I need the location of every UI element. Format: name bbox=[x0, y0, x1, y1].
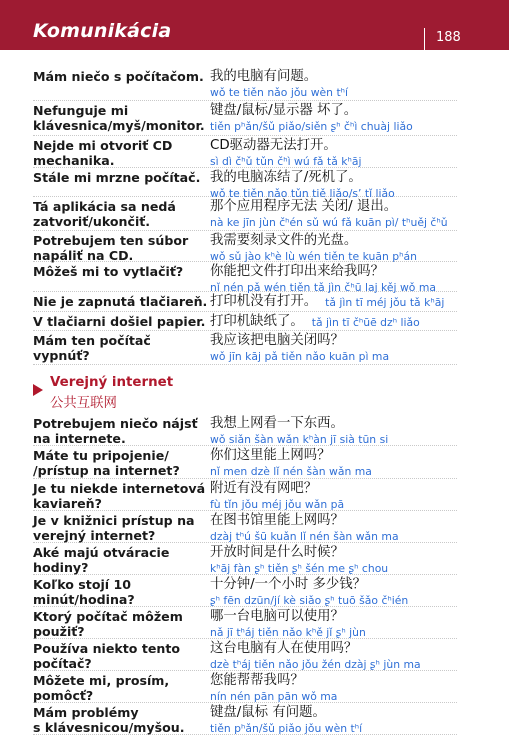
phrase-row bbox=[33, 414, 457, 446]
phrase-pronunciation: nǐ men dzè lǐ nén šàn wǎn ma bbox=[210, 465, 372, 478]
phrase-chinese: 我的电脑冻结了/死机了。 bbox=[210, 170, 362, 185]
triangle-bullet-icon bbox=[33, 384, 43, 396]
phrase-pronunciation: wǒ siǎn šàn wǎn kʰàn jī sià tūn si bbox=[210, 433, 389, 446]
phrase-pronunciation: wǒ te tiěn nǎo jǒu wèn tʰí bbox=[210, 86, 349, 99]
phrase-chinese: 在图书馆里能上网吗？ bbox=[210, 513, 344, 528]
phrase-slovak: Potrebujem niečo nájsť na internete. bbox=[33, 416, 198, 446]
phrase-chinese: 键盘/鼠标/显示器 坏了。 bbox=[210, 103, 358, 118]
section-title-chinese: 公共互联网 bbox=[50, 396, 117, 411]
phrase-slovak: Ktorý počítač môžem použiť? bbox=[33, 609, 183, 639]
phrase-slovak: Nefunguje mi klávesnica/myš/monitor. bbox=[33, 103, 205, 133]
phrase-chinese: 开放时间是什么时候？ bbox=[210, 545, 344, 560]
phrase-row bbox=[33, 543, 457, 575]
phrase-pronunciation: kʰāj fàn ʂʰ tiěn ʂʰ šén me ʂʰ chou bbox=[210, 562, 389, 575]
phrase-row bbox=[33, 331, 457, 365]
phrase-row bbox=[33, 607, 457, 639]
phrase-slovak: Používa niekto tento počítač? bbox=[33, 641, 181, 671]
phrase-pronunciation: ʂʰ fēn dzūn/jí kè siǎo ʂʰ tuō šǎo čʰién bbox=[210, 594, 409, 607]
phrase-row bbox=[33, 479, 457, 511]
phrase-row bbox=[33, 312, 457, 331]
phrase-chinese: 您能帮帮我吗？ bbox=[210, 673, 304, 688]
phrase-pronunciation: wǒ te tiěn nǎo tǔn tiě liǎo/sʼ tǐ liǎo bbox=[210, 187, 395, 200]
phrase-row bbox=[33, 639, 457, 671]
phrase-slovak: Mám problémy s klávesnicou/myšou. bbox=[33, 705, 185, 735]
phrase-pronunciation: sì dì čʰǔ tǔn čʰì wú fǎ tǎ kʰāj bbox=[210, 155, 362, 168]
phrase-pronunciation: tǎ jìn tī čʰūē dzʰ liǎo bbox=[311, 316, 420, 329]
phrase-slovak: Aké majú otváracie hodiny? bbox=[33, 545, 170, 575]
phrase-row bbox=[33, 575, 457, 607]
phrase-slovak: Môžeš mi to vytlačiť? bbox=[33, 264, 184, 279]
phrase-pronunciation: nǎ jī tʰáj tiěn nǎo kʰě jǐ ʂʰ jùn bbox=[210, 626, 366, 639]
phrase-chinese: 我的电脑有问题。 bbox=[210, 69, 318, 84]
phrase-pronunciation: tiěn pʰǎn/šǔ piǎo jǒu wèn tʰí bbox=[210, 722, 363, 735]
phrase-chinese: 哪一台电脑可以使用？ bbox=[210, 609, 344, 624]
phrase-chinese: 打印机没有打开。 bbox=[210, 294, 318, 309]
phrase-row bbox=[33, 262, 457, 292]
phrase-row bbox=[33, 703, 457, 735]
phrase-pronunciation: tiěn pʰǎn/šǔ piǎo/siěn ʂʰ čʰì chuàj liǎo bbox=[210, 120, 413, 133]
phrase-row bbox=[33, 231, 457, 262]
phrase-slovak: Nejde mi otvoriť CD mechanika. bbox=[33, 138, 173, 168]
phrase-slovak: Mám ten počítač vypnúť? bbox=[33, 333, 151, 363]
phrase-slovak: Je tu niekde internetová kaviareň? bbox=[33, 481, 206, 511]
chapter-title: Komunikácia bbox=[33, 20, 172, 42]
phrase-pronunciation: wǒ sǔ jào kʰè lù wén tiěn te kuān pʰán bbox=[210, 250, 417, 263]
phrase-chinese: 十分钟/一个小时 多少钱？ bbox=[210, 577, 367, 592]
phrase-row bbox=[33, 136, 457, 168]
phrase-row bbox=[33, 101, 457, 136]
phrase-pronunciation: wǒ jīn kāj pǎ tiěn nǎo kuān pì ma bbox=[210, 350, 390, 363]
phrase-chinese: 你能把文件打印出来给我吗？ bbox=[210, 264, 385, 279]
phrase-chinese: 我应该把电脑关闭吗？ bbox=[210, 333, 344, 348]
phrase-slovak: Stále mi mrzne počítač. bbox=[33, 170, 201, 185]
phrase-chinese: 键盘/鼠标 有问题。 bbox=[210, 705, 326, 720]
phrase-slovak: Mám niečo s počítačom. bbox=[33, 69, 204, 84]
phrase-slovak: Je v knižnici prístup na verejný internet? bbox=[33, 513, 195, 543]
phrase-chinese: 我想上网看一下东西。 bbox=[210, 416, 344, 431]
phrase-row bbox=[33, 67, 457, 101]
phrase-slovak: Máte tu pripojenie/ /prístup na internet? bbox=[33, 448, 180, 478]
phrase-slovak: Môžete mi, prosím, pomôcť? bbox=[33, 673, 170, 703]
phrase-pronunciation: tǎ jìn tī méj jǒu tǎ kʰāj bbox=[325, 296, 445, 309]
phrase-pronunciation: dzè tʰáj tiěn nǎo jǒu žén dzàj ʂʰ jùn ma bbox=[210, 658, 421, 671]
phrase-chinese: 我需要刻录文件的光盘。 bbox=[210, 233, 358, 248]
phrase-pronunciation: fù tǐn jǒu méj jǒu wǎn pā bbox=[210, 498, 345, 511]
phrase-slovak: Tá aplikácia sa nedá zatvoriť/ukončiť. bbox=[33, 199, 176, 229]
page-header bbox=[0, 0, 509, 50]
phrase-row bbox=[33, 292, 457, 312]
section-heading bbox=[33, 374, 457, 414]
phrase-slovak: Potrebujem ten súbor napáliť na CD. bbox=[33, 233, 189, 263]
phrase-slovak: V tlačiarni došiel papier. bbox=[33, 314, 206, 329]
phrase-pronunciation: nà ke jīn jùn čʰén sǔ wú fǎ kuān pì/ tʰuěj čʰǔ bbox=[210, 216, 448, 229]
phrase-row bbox=[33, 446, 457, 479]
section-title-slovak: Verejný internet bbox=[50, 375, 174, 390]
phrase-row bbox=[33, 511, 457, 543]
phrase-chinese: 那个应用程序无法 关闭/ 退出。 bbox=[210, 199, 398, 214]
phrase-chinese: CD驱动器无法打开。 bbox=[210, 138, 337, 153]
phrase-chinese: 打印机缺纸了。 bbox=[210, 314, 304, 329]
phrase-row bbox=[33, 168, 457, 200]
phrase-pronunciation: dzàj tʰú šū kuǎn lǐ nén šàn wǎn ma bbox=[210, 530, 399, 543]
phrase-row bbox=[33, 671, 457, 703]
phrase-chinese: 附近有没有网吧？ bbox=[210, 481, 318, 496]
phrase-chinese: 这台电脑有人在使用吗？ bbox=[210, 641, 358, 656]
phrase-row bbox=[33, 197, 457, 231]
page-number: 188 bbox=[436, 30, 461, 45]
phrase-pronunciation: nín nén pān pān wǒ ma bbox=[210, 690, 338, 703]
phrase-pronunciation: nǐ nén pǎ wén tiěn tǎ jìn čʰū laj kěj wǒ ma bbox=[210, 281, 436, 294]
phrase-chinese: 你们这里能上网吗？ bbox=[210, 448, 331, 463]
phrase-slovak: Koľko stojí 10 minút/hodina? bbox=[33, 577, 135, 607]
phrase-slovak: Nie je zapnutá tlačiareň. bbox=[33, 294, 208, 309]
header-divider bbox=[424, 28, 425, 50]
